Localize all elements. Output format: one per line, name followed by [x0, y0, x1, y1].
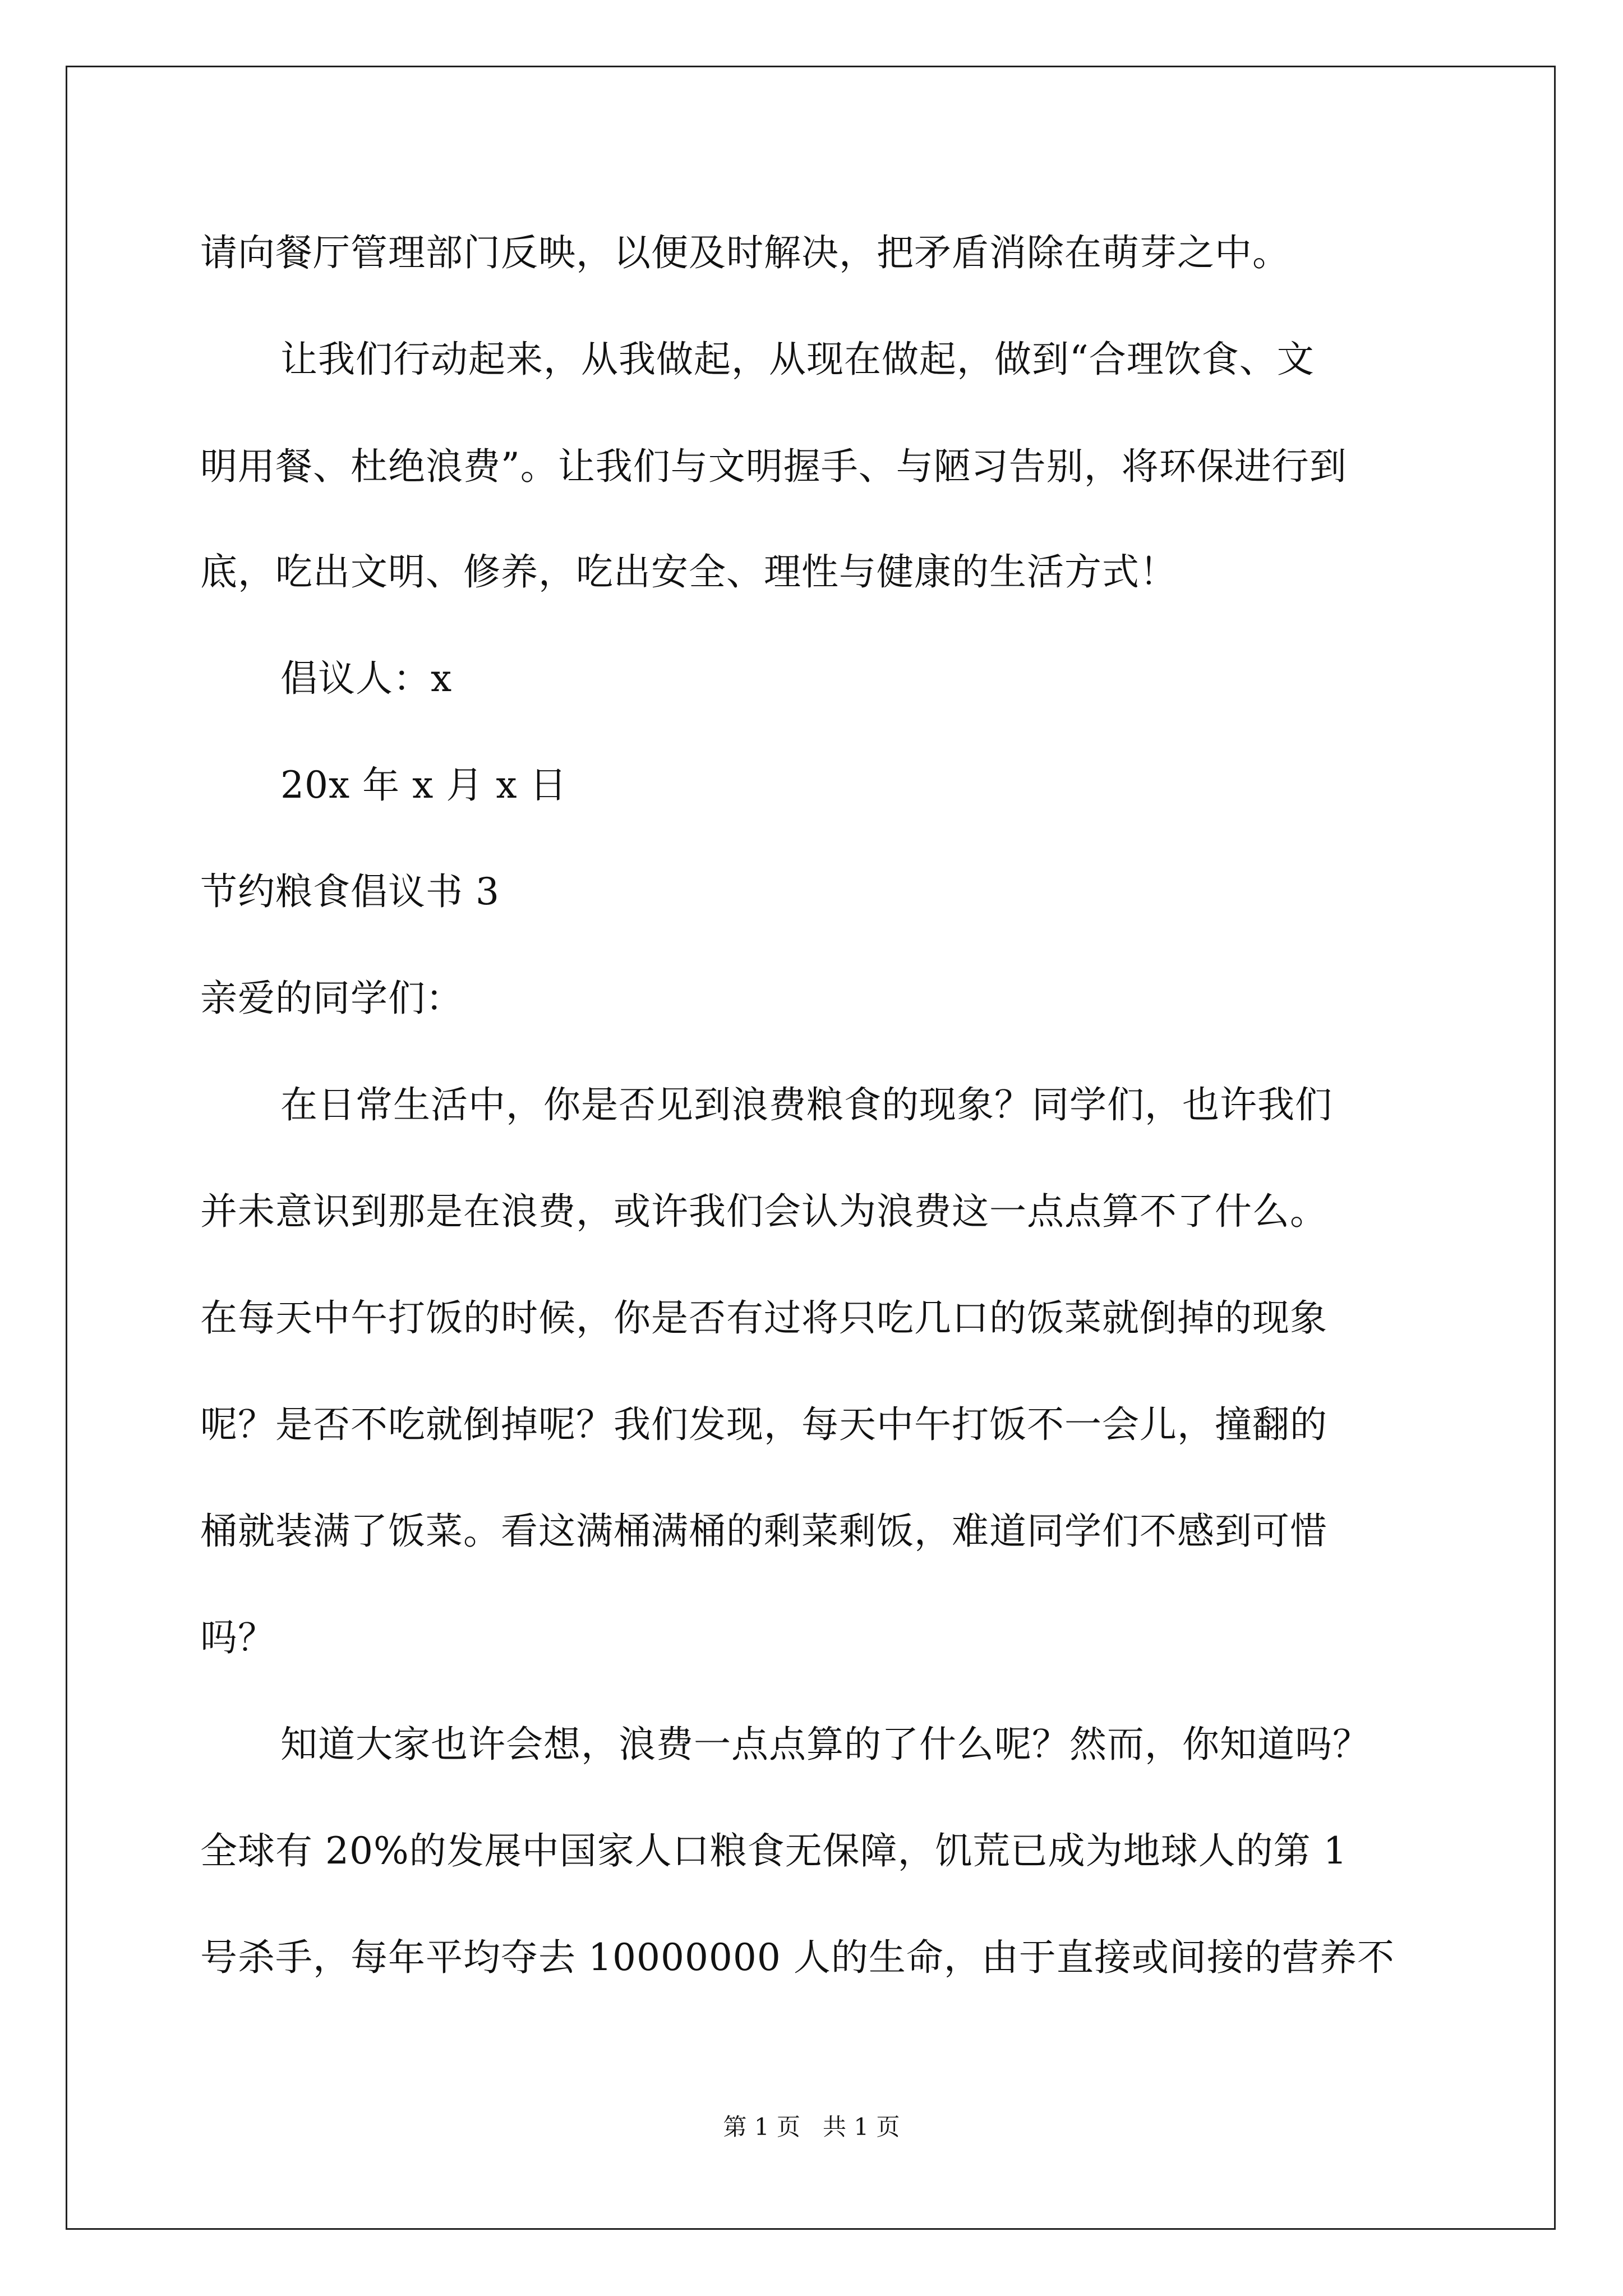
text-line: 请向餐厅管理部门反映，以便及时解决，把矛盾消除在萌芽之中。 — [200, 231, 1290, 274]
text-line: 让我们行动起来，从我做起，从现在做起，做到“合理饮食、文 — [280, 338, 1315, 381]
text-line: 底，吃出文明、修养，吃出安全、理性与健康的生活方式！ — [200, 550, 1177, 593]
text-line: 明用餐、杜绝浪费”。让我们与文明握手、与陋习告别，将环保进行到 — [200, 445, 1347, 488]
text-line: 并未意识到那是在浪费，或许我们会认为浪费这一点点算不了什么。 — [200, 1190, 1327, 1233]
text-line: 在每天中午打饭的时候，你是否有过将只吃几口的饭菜就倒掉的现象 — [200, 1296, 1327, 1340]
text-line: 全球有 20%的发展中国家人口粮食无保障，饥荒已成为地球人的第 1 — [200, 1829, 1348, 1872]
text-line: 吗？ — [200, 1616, 275, 1659]
text-line: 桶就装满了饭菜。看这满桶满桶的剩菜剩饭，难道同学们不感到可惜 — [200, 1510, 1327, 1553]
salutation: 亲爱的同学们： — [200, 977, 463, 1020]
section-heading: 节约粮食倡议书 3 — [200, 870, 500, 913]
text-line: 知道大家也许会想，浪费一点点算的了什么呢？然而，你知道吗？ — [280, 1723, 1370, 1766]
text-line: 在日常生活中，你是否见到浪费粮食的现象？同学们，也许我们 — [280, 1083, 1332, 1126]
signature-line: 倡议人：x — [280, 657, 453, 700]
date-line: 20x 年 x 月 x 日 — [280, 763, 568, 807]
page-border — [66, 66, 1556, 2230]
page-footer: 第 1 页 共 1 页 — [723, 2113, 900, 2141]
text-line: 号杀手，每年平均夺去 10000000 人的生命，由于直接或间接的营养不 — [200, 1936, 1395, 1979]
text-line: 呢？是否不吃就倒掉呢？我们发现，每天中午打饭不一会儿，撞翻的 — [200, 1403, 1327, 1446]
